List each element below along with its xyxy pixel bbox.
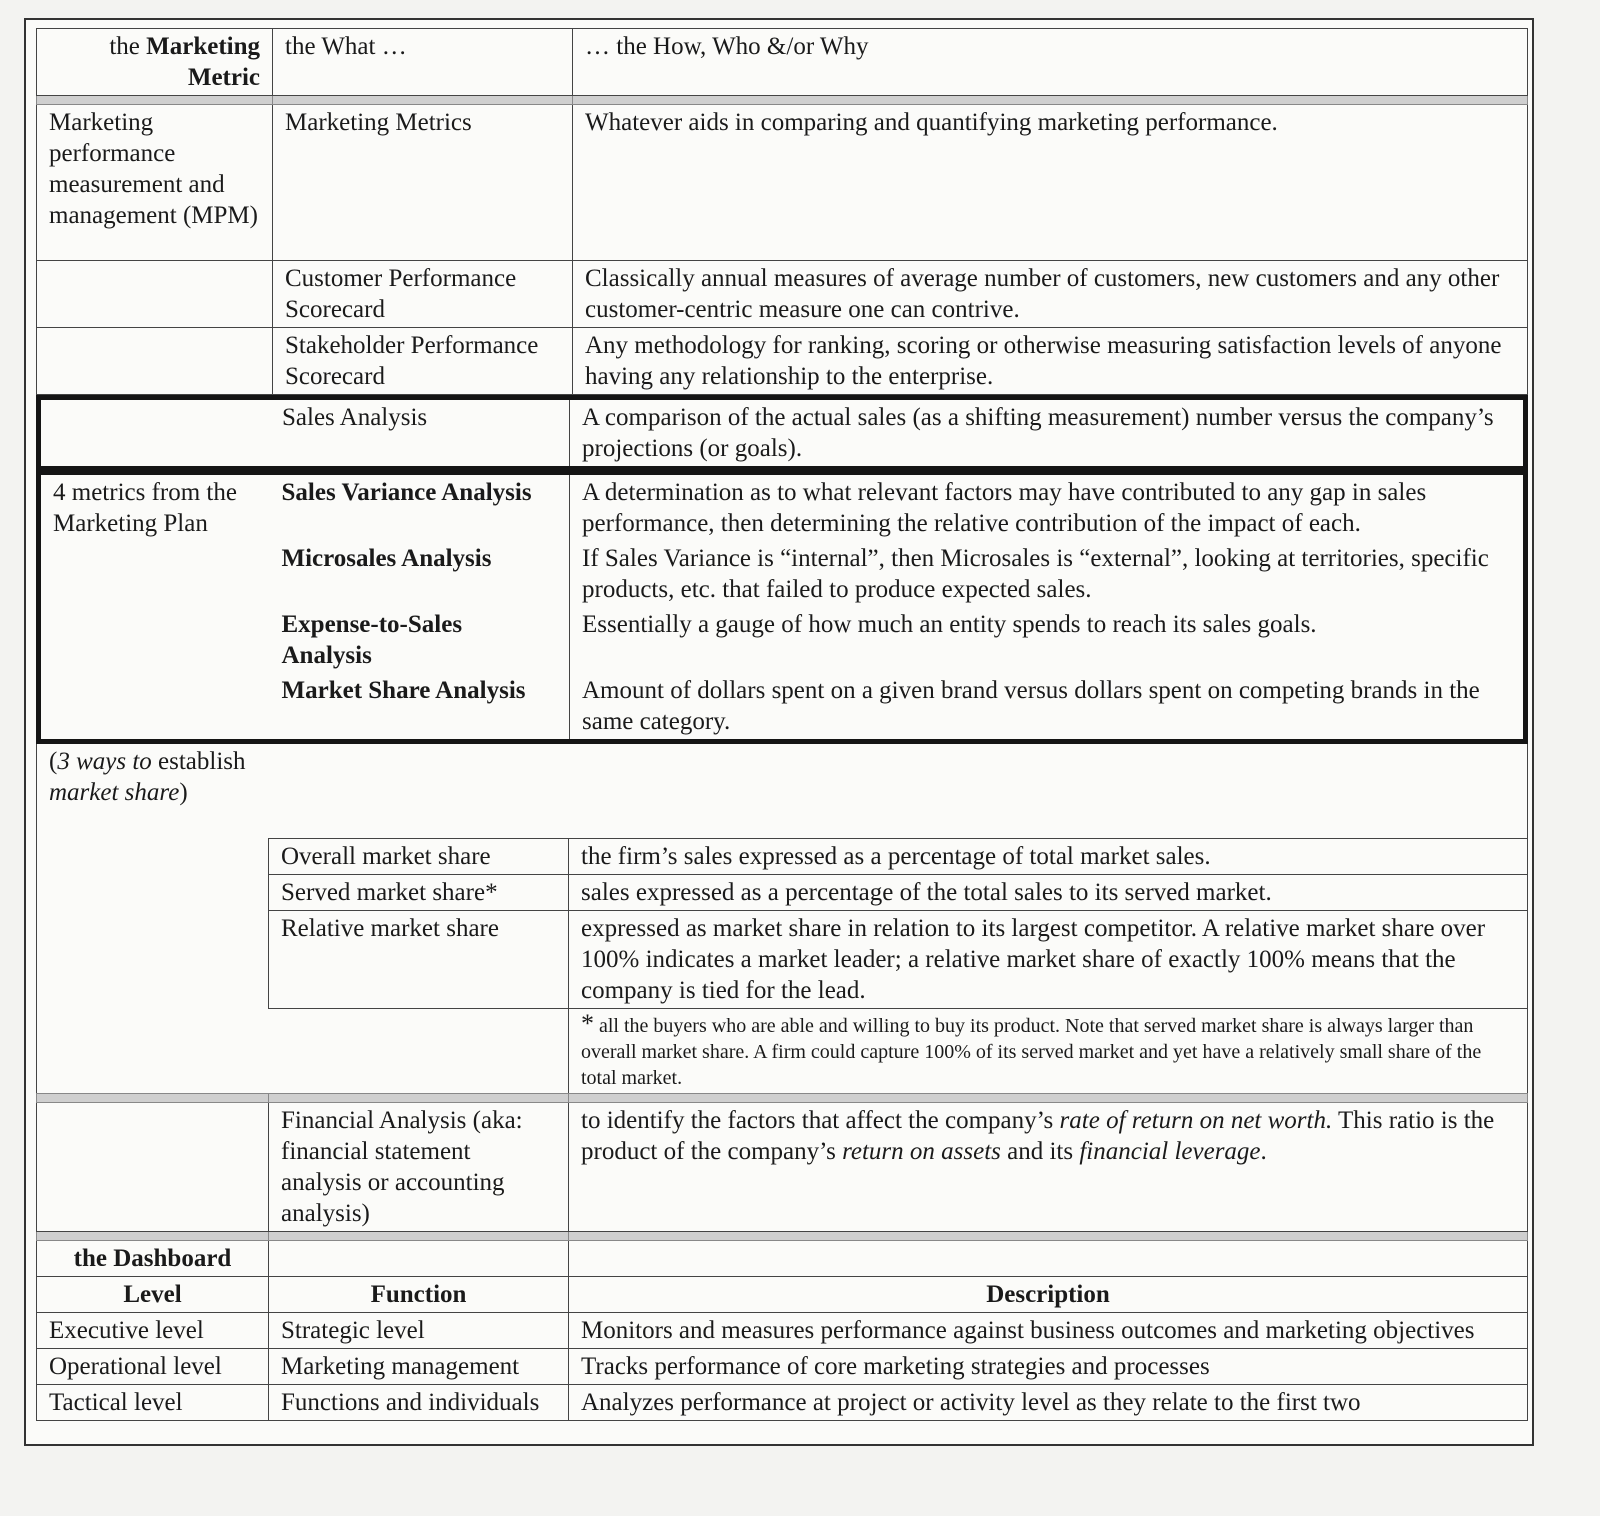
how-cell: expressed as market share in relation to its largest competitor. A relative market share over 100% indicates a market leader; a relative market share of exactly 100% means that the company is tied for the lead. [569, 910, 1528, 1008]
table-row [37, 105, 1528, 261]
divider [37, 1231, 1528, 1240]
table-row [37, 1312, 1528, 1348]
table-row [37, 1102, 1528, 1231]
what-cell: Sales Analysis [270, 398, 570, 469]
sales-analysis-box [36, 395, 1528, 471]
dashboard-title: the Dashboard [37, 1240, 269, 1276]
header-row [37, 29, 1528, 96]
how-cell: If Sales Variance is “internal”, then Microsales is “external”, looking at territories, specific products, etc. that failed to produce expected sales. [570, 541, 1526, 607]
how-cell: A determination as to what relevant factors may have contributed to any gap in sales performance, then determining the relative contribution of the impact of each. [570, 473, 1526, 541]
table-row [37, 1384, 1528, 1420]
level-cell: Executive level [37, 1312, 269, 1348]
what-cell: Served market share* [269, 874, 569, 910]
table-row [37, 328, 1528, 395]
dashboard-header-level: Level [37, 1276, 269, 1312]
footnote: * all the buyers who are able and willing to buy its product. Note that served market share is always larger than overall market share. A firm could capture 100% of its served market and yet have a relatively small share of the total market. [569, 1008, 1528, 1093]
how-cell: Whatever aids in comparing and quantifying marketing performance. [573, 105, 1528, 261]
what-cell: Customer Performance Scorecard [273, 261, 573, 328]
description-cell: Analyzes performance at project or activity level as they relate to the first two [569, 1384, 1528, 1420]
table-row [39, 473, 1526, 541]
what-cell: Microsales Analysis [281, 545, 492, 572]
divider [37, 1093, 1528, 1102]
dashboard-header-function: Function [269, 1276, 569, 1312]
marketing-metrics-sheet [36, 28, 1528, 1421]
how-cell: to identify the factors that affect the company’s rate of return on net worth. This ratio is the product of the company’s return on assets and its financial leverage. [569, 1102, 1528, 1231]
market-share-table [36, 744, 1528, 1093]
level-cell: Tactical level [37, 1384, 269, 1420]
metric-cell: Marketing performance measurement and management (MPM) [37, 105, 273, 261]
level-cell: Operational level [37, 1348, 269, 1384]
how-cell: sales expressed as a percentage of the total sales to its served market. [569, 874, 1528, 910]
function-cell: Functions and individuals [269, 1384, 569, 1420]
function-cell: Marketing management [269, 1348, 569, 1384]
description-cell: Tracks performance of core marketing strategies and processes [569, 1348, 1528, 1384]
what-cell: Marketing Metrics [273, 105, 573, 261]
header-how: … the How, Who &/or Why [573, 29, 1528, 96]
dashboard-header-description: Description [569, 1276, 1528, 1312]
financial-table [36, 1093, 1528, 1421]
what-cell: Relative market share [269, 910, 569, 1008]
metric-cell: 4 metrics from the Marketing Plan [53, 479, 237, 537]
how-cell: A comparison of the actual sales (as a shifting measurement) number versus the company’s projections (or goals). [570, 398, 1526, 469]
what-cell: Financial Analysis (aka: financial statement analysis or accounting analysis) [269, 1102, 569, 1231]
dashboard-title-row [37, 1240, 1528, 1276]
table-row [37, 744, 1528, 838]
metrics-table [36, 28, 1528, 395]
divider [37, 96, 1528, 105]
how-cell: Essentially a gauge of how much an entity spends to reach its sales goals. [570, 607, 1526, 673]
how-cell: the firm’s sales expressed as a percentage of total market sales. [569, 838, 1528, 874]
function-cell: Strategic level [269, 1312, 569, 1348]
four-metrics-box [36, 471, 1528, 744]
header-metric: the Marketing Metric [37, 29, 273, 96]
what-cell: Stakeholder Performance Scorecard [273, 328, 573, 395]
how-cell: Any methodology for ranking, scoring or otherwise measuring satisfaction levels of anyone having any relationship to the enterprise. [573, 328, 1528, 395]
how-cell: Classically annual measures of average number of customers, new customers and any other customer-centric measure one can contrive. [573, 261, 1528, 328]
ways-note: (3 ways to establish market share) [49, 748, 246, 806]
table-row [39, 398, 1526, 469]
what-cell: Sales Variance Analysis [281, 479, 532, 506]
how-cell: Amount of dollars spent on a given brand versus dollars spent on competing brands in the same category. [570, 673, 1526, 742]
what-cell: Overall market share [269, 838, 569, 874]
what-cell: Market Share Analysis [281, 677, 526, 704]
dashboard-header-row [37, 1276, 1528, 1312]
what-cell: Expense-to-Sales Analysis [281, 611, 463, 669]
header-what: the What … [273, 29, 573, 96]
table-row [37, 261, 1528, 328]
table-row [37, 1348, 1528, 1384]
description-cell: Monitors and measures performance against business outcomes and marketing objectives [569, 1312, 1528, 1348]
